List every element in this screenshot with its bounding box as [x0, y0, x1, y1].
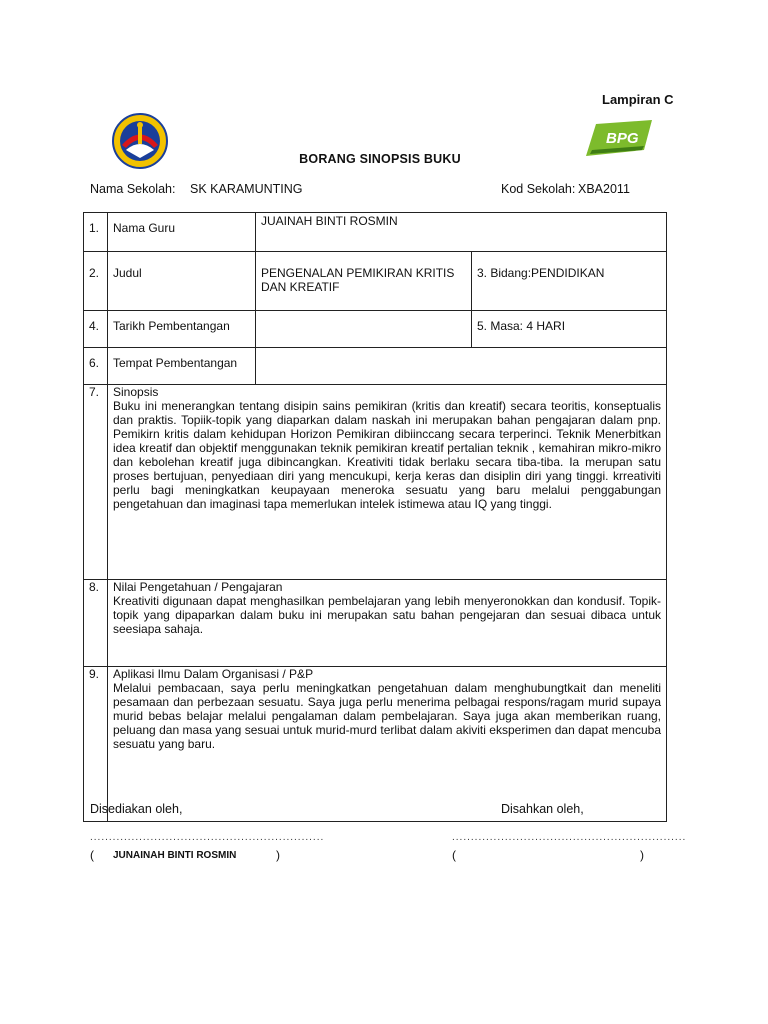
- approved-open-paren: (: [452, 848, 456, 862]
- row-number: 6.: [84, 348, 108, 385]
- approved-signature-line: ..............................................................: [452, 832, 687, 843]
- row-number: 8.: [84, 580, 108, 667]
- duration-value: 5. Masa: 4 HARI: [472, 311, 667, 348]
- row-application: [84, 667, 667, 822]
- school-code-value: XBA2011: [578, 182, 630, 196]
- approved-by-label: Disahkan oleh,: [501, 802, 584, 816]
- field-value: 3. Bidang:PENDIDIKAN: [472, 252, 667, 311]
- teacher-name-label: Nama Guru: [108, 213, 256, 252]
- row-number: 4.: [84, 311, 108, 348]
- row-number: 2.: [84, 252, 108, 311]
- row-presentation-place: [84, 348, 667, 385]
- prepared-by-name: JUNAINAH BINTI ROSMIN: [113, 850, 237, 861]
- prepared-by-label: Disediakan oleh,: [90, 802, 183, 816]
- bpg-logo-text: BPG: [606, 130, 639, 147]
- school-name-value: SK KARAMUNTING: [190, 182, 303, 196]
- row-teacher-name: [84, 213, 667, 252]
- application-heading: Aplikasi Ilmu Dalam Organisasi / P&P: [113, 667, 314, 681]
- knowledge-value-heading: Nilai Pengetahuan / Pengajaran: [113, 580, 283, 594]
- synopsis-form-table: [83, 212, 667, 822]
- row-synopsis: [84, 385, 667, 580]
- row-number: 9.: [84, 667, 108, 822]
- prepared-open-paren: (: [90, 848, 94, 862]
- row-title: [84, 252, 667, 311]
- title-value: PENGENALAN PEMIKIRAN KRITIS DAN KREATIF: [256, 252, 472, 311]
- row-number: 7.: [84, 385, 108, 580]
- synopsis-body: Buku ini menerangkan tentang disipin sains pemikiran (kritis dan kreatif) secara teoritis, konseptualis dan praktis. Topiik-topik yang diaparkan dalam naskah ini merupakan bahan pengajaran dalam pnp. Pemikirn kritis dalam kehidupan Horizon Pemikiran dibiinccang secara terperinci. Teknik Menerbitkan idea kreatif dan objektif menggunakan teknik pemikiran kreatif pertalian teknik , kemahiran mikro-mikro dan kebolehan kreatif juga dibincangkan. Kreativiti tidak berlaku secara tiba-tiba. Ia merupan satu proses bertujuan, penyediaan diri yang mencukupi, kerja keras dan disiplin diri yang tinggi. krreativiti perlu bagi meningkatkan keupayaan meneroka sesuatu yang baru melalui penggabungan pengetahuan dan imaginasi tapa memerlukan intelek istimewa atau IQ yang tinggi.: [113, 399, 661, 511]
- presentation-date-label: Tarikh Pembentangan: [108, 311, 256, 348]
- row-number: 1.: [84, 213, 108, 252]
- knowledge-value-body: Kreativiti digunaan dapat menghasilkan pembelajaran yang lebih menyeronokkan dan kondusif. Topik- topik yang dipaparkan dalam buku ini merupakan satu bahan pengejaran dan sesuai dibaca untuk seesiapa sahaja.: [113, 594, 661, 636]
- prepared-signature-line: ..............................................................: [90, 832, 325, 843]
- application-body: Melalui pembacaan, saya perlu meningkatkan pengetahuan dalam menghubungtkait dan meneliti pesamaan dan perbezaan sesuatu. Saya juga perlu menerima pelbagai respons/ragam murid supaya murid bebas belajar melalui pengalaman dalam pembelajaran. Saya juga akan memberikan ruang, peluang dan masa yang sesuai untuk murid-murd terlibat dalam akiviti eksperimen dan dapat mencuba sesuatu yang baru.: [113, 681, 661, 751]
- row-presentation-date: [84, 311, 667, 348]
- form-title: BORANG SINOPSIS BUKU: [299, 152, 461, 166]
- presentation-date-value: [256, 311, 472, 348]
- presentation-place-value: [256, 348, 667, 385]
- title-label: Judul: [108, 252, 256, 311]
- row-knowledge-value: [84, 580, 667, 667]
- school-code-label: Kod Sekolah:: [501, 182, 576, 196]
- presentation-place-label: Tempat Pembentangan: [108, 348, 256, 385]
- teacher-name-value: JUAINAH BINTI ROSMIN: [256, 213, 667, 252]
- lampiran-label: Lampiran C: [602, 92, 674, 107]
- school-name-label: Nama Sekolah:: [90, 182, 176, 196]
- prepared-close-paren: ): [276, 848, 280, 862]
- approved-close-paren: ): [640, 848, 644, 862]
- synopsis-heading: Sinopsis: [113, 385, 159, 399]
